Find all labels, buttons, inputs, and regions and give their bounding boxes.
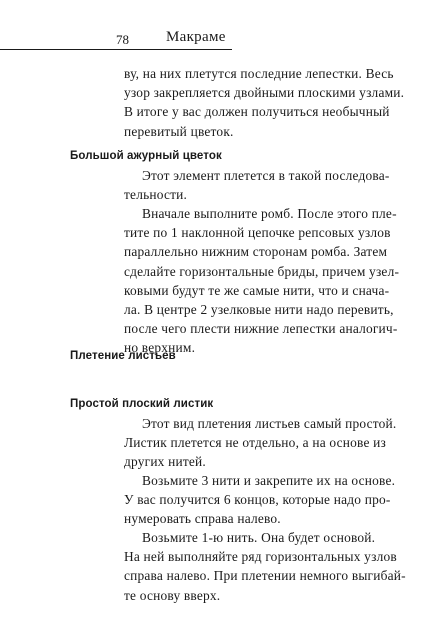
text-line: Этот элемент плетется в такой последова- — [142, 168, 390, 183]
text-line: У вас получится 6 концов, которые надо про- — [124, 492, 391, 508]
text-line: сделайте горизонтальные бриды, причем узел- — [124, 263, 400, 279]
section-heading-large-openwork-flower: Большой ажурный цветок — [70, 150, 222, 162]
running-header — [0, 30, 232, 50]
text-line: справа налево. При плетении немного выгибай- — [124, 568, 406, 584]
paragraph-take-three-threads — [124, 471, 396, 529]
paragraph-leaf-intro — [124, 414, 397, 472]
text-line: На ней выполняйте ряд горизонтальных узлов — [124, 549, 397, 565]
text-line: Этот вид плетения листьев самый простой. — [142, 416, 397, 431]
paragraph-continuation — [124, 64, 405, 141]
text-line: В итоге у вас должен получиться необычный — [124, 104, 390, 120]
paragraph-first-thread-base — [124, 528, 406, 605]
paragraph-rhombus-steps — [124, 204, 400, 358]
text-line: параллельно нижним сторонам ромба. Затем — [124, 244, 388, 260]
text-line: после чего плести нижние лепестки аналогич- — [124, 321, 398, 337]
text-line: Возьмите 1-ю нить. Она будет основой. — [142, 530, 376, 545]
text-line: перевитый цветок. — [124, 123, 234, 139]
text-line: Листик плетется не отдельно, а на основе из — [124, 435, 387, 451]
page-number: 78 — [116, 32, 129, 47]
text-line: те основу вверх. — [124, 587, 221, 603]
text-line: ковыми будут те же самые нити, что и сначa- — [124, 282, 390, 298]
text-line: тельности. — [124, 187, 188, 203]
text-line: но верхним. — [124, 340, 196, 356]
text-line: тите по 1 наклонной цепочке репсовых узлов — [124, 225, 391, 241]
section-heading-simple-flat-leaf: Простой плоский листик — [70, 398, 214, 410]
text-line: узор закрепляется двойными плоскими узлами. — [124, 85, 405, 101]
text-line: ла. В центре 2 узелковые нити надо перевить, — [124, 302, 394, 318]
section-heading-leaf-weaving: Плетение листьев — [70, 350, 176, 362]
header-rule — [0, 49, 232, 50]
running-title: Макраме — [166, 29, 226, 45]
text-line: Вначале выполните ромб. После этого пле- — [142, 206, 397, 221]
text-line: Возьмите 3 нити и закрепите их на основе. — [142, 473, 396, 488]
text-line: других нитей. — [124, 454, 206, 470]
text-line: ву, на них плетутся последние лепестки. Весь — [124, 66, 394, 81]
paragraph-intro — [124, 166, 390, 204]
text-line: нумеровать справа налево. — [124, 511, 281, 527]
